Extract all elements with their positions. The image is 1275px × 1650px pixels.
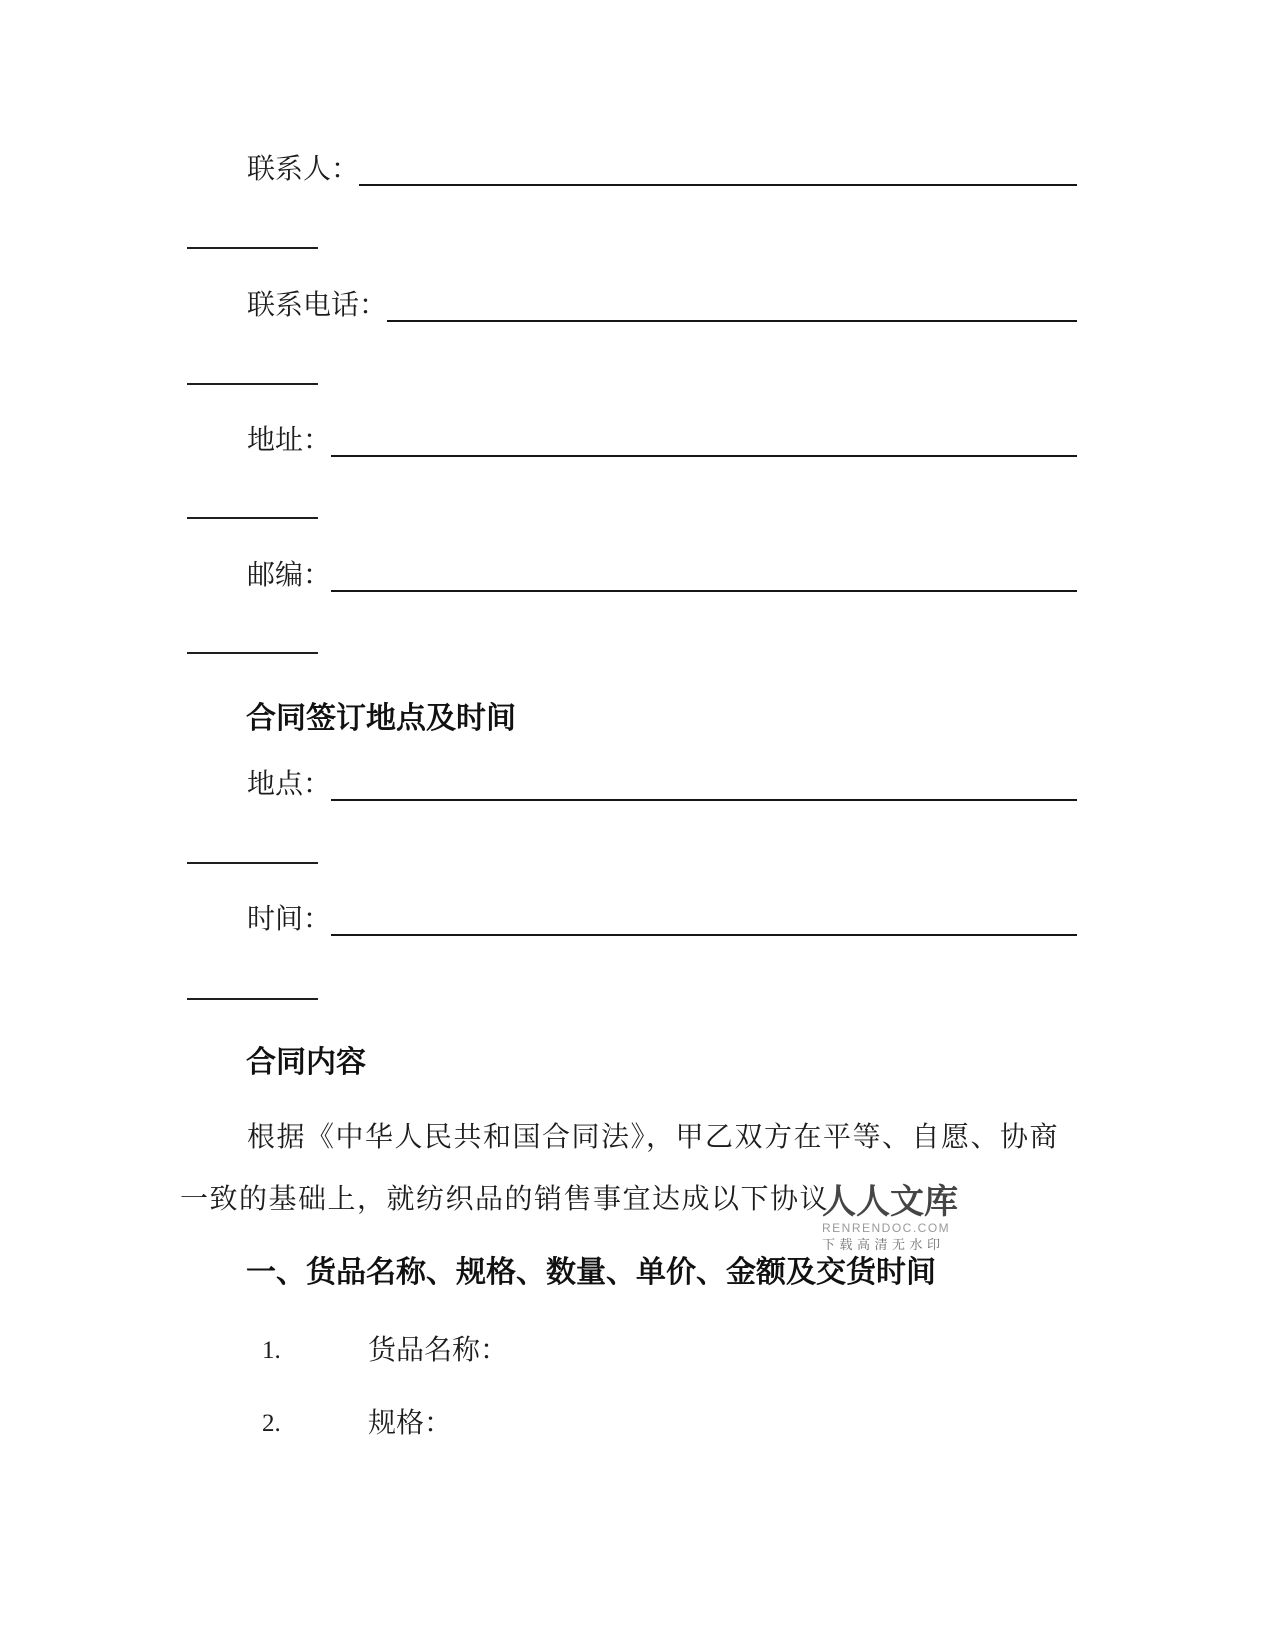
field-row-time <box>180 901 1077 939</box>
field-label: 地址： <box>247 425 332 456</box>
field-label: 地点： <box>247 769 332 800</box>
section-heading-signing: 合同签订地点及时间 <box>246 702 516 735</box>
fill-in-line <box>331 455 1077 457</box>
field-label: 联系人： <box>247 154 360 185</box>
section-heading-content: 合同内容 <box>246 1046 366 1079</box>
watermark-site-url: RENRENDOC.COM <box>822 1221 951 1235</box>
continuation-line <box>187 862 318 864</box>
continuation-line <box>187 998 318 1000</box>
field-label: 时间： <box>247 904 332 935</box>
list-item-goods-name <box>180 1332 1080 1370</box>
field-row-location <box>180 766 1077 804</box>
continuation-line <box>187 652 318 654</box>
watermark <box>822 1186 1022 1252</box>
continuation-line <box>187 247 318 249</box>
fill-in-line <box>387 320 1077 322</box>
continuation-line <box>187 517 318 519</box>
field-row-address <box>180 422 1077 460</box>
fill-in-line <box>331 590 1077 592</box>
list-item-label: 货品名称： <box>368 1335 509 1366</box>
continuation-line <box>187 383 318 385</box>
section-heading-goods: 一、货品名称、规格、数量、单价、金额及交货时间 <box>246 1256 936 1289</box>
field-row-postal-code <box>180 557 1077 595</box>
field-label: 邮编： <box>247 560 332 591</box>
watermark-logo-text: 人人文库 <box>822 1184 958 1221</box>
list-item-number: 2. <box>262 1410 281 1437</box>
watermark-tagline: 下载高清无水印 <box>822 1237 945 1252</box>
field-row-contact-phone <box>180 287 1077 325</box>
list-item-label: 规格： <box>368 1408 453 1439</box>
field-row-contact-person <box>180 151 1077 189</box>
fill-in-line <box>359 184 1077 186</box>
list-item-spec <box>180 1405 1080 1443</box>
fill-in-line <box>331 799 1077 801</box>
field-label: 联系电话： <box>247 290 388 321</box>
contract-paragraph-line1: 根据《中华人民共和国合同法》，甲乙双方在平等、自愿、协商 <box>247 1122 1060 1153</box>
contract-paragraph-line2: 一致的基础上，就纺织品的销售事宜达成以下协议 <box>180 1184 830 1215</box>
fill-in-line <box>331 934 1077 936</box>
list-item-number: 1. <box>262 1337 281 1364</box>
